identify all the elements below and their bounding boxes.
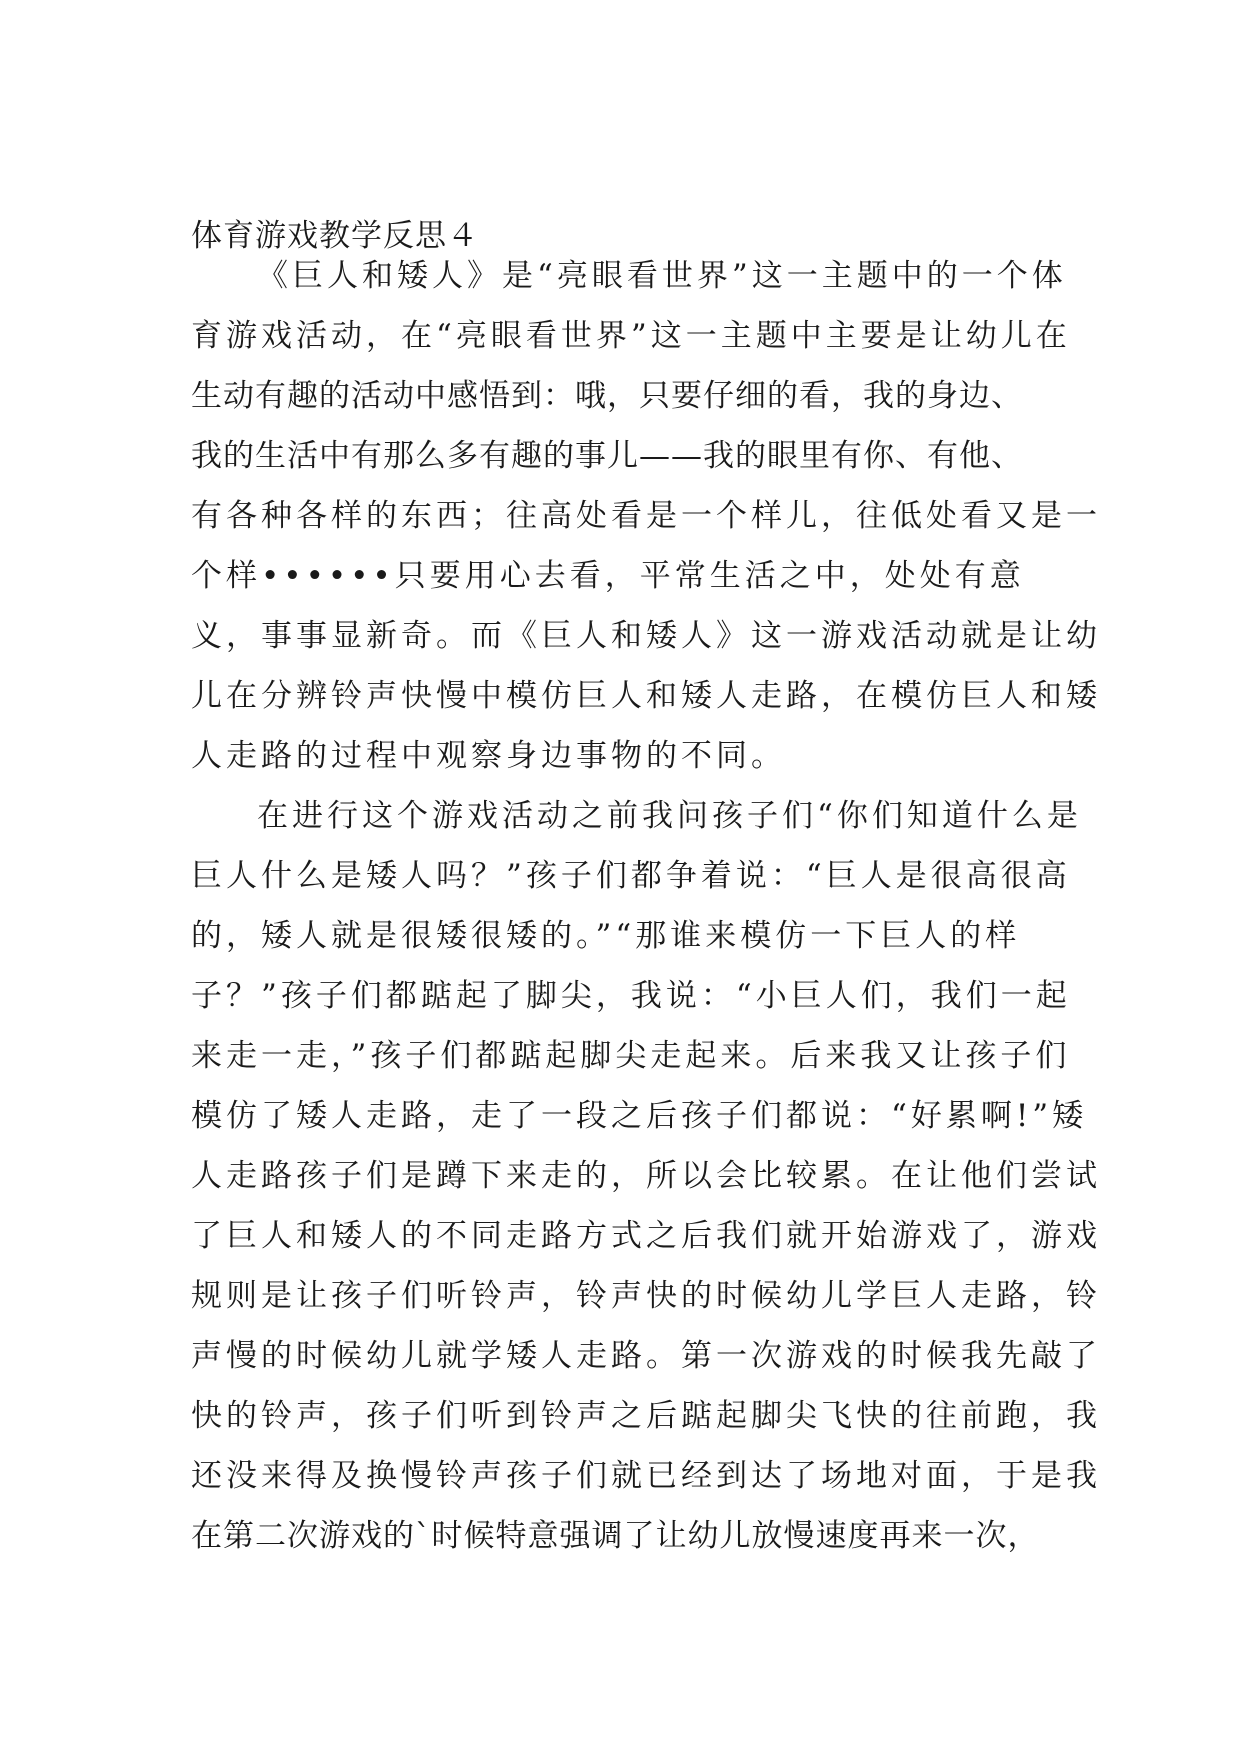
paragraph-line: 儿在分辨铃声快慢中模仿巨人和矮人走路，在模仿巨人和矮 bbox=[191, 678, 1101, 714]
paragraph-line: 个样••••••只要用心去看，平常生活之中，处处有意 bbox=[191, 558, 1025, 594]
paragraph-line: 生动有趣的活动中感悟到：哦，只要仔细的看，我的身边、 bbox=[191, 378, 1023, 414]
paragraph-line: 人走路孩子们是蹲下来走的，所以会比较累。在让他们尝试 bbox=[191, 1158, 1101, 1194]
paragraph-line: 《巨人和矮人》是“亮眼看世界”这一主题中的一个体 bbox=[257, 258, 1067, 294]
paragraph-line: 在第二次游戏的`时候特意强调了让幼儿放慢速度再来一次， bbox=[191, 1518, 1040, 1554]
paragraph-2 bbox=[191, 796, 1101, 1576]
paragraph-line: 人走路的过程中观察身边事物的不同。 bbox=[191, 738, 786, 774]
paragraph-line: 我的生活中有那么多有趣的事儿——我的眼里有你、有他、 bbox=[191, 438, 1023, 474]
paragraph-line: 模仿了矮人走路，走了一段之后孩子们都说：“好累啊!”矮 bbox=[191, 1098, 1088, 1134]
paragraph-line: 快的铃声，孩子们听到铃声之后踮起脚尖飞快的往前跑，我 bbox=[191, 1398, 1101, 1434]
paragraph-line: 巨人什么是矮人吗？”孩子们都争着说：“巨人是很高很高 bbox=[191, 858, 1071, 894]
paragraph-line: 在进行这个游戏活动之前我问孩子们“你们知道什么是 bbox=[257, 798, 1082, 834]
paragraph-1 bbox=[191, 256, 1101, 796]
paragraph-line: 子？”孩子们都踮起了脚尖，我说：“小巨人们，我们一起 bbox=[191, 978, 1071, 1014]
paragraph-line: 了巨人和矮人的不同走路方式之后我们就开始游戏了，游戏 bbox=[191, 1218, 1101, 1254]
document-title: 体育游戏教学反思４ bbox=[191, 218, 479, 254]
paragraph-line: 来走一走，”孩子们都踮起脚尖走起来。后来我又让孩子们 bbox=[191, 1038, 1071, 1074]
paragraph-line: 育游戏活动，在“亮眼看世界”这一主题中主要是让幼儿在 bbox=[191, 318, 1071, 354]
paragraph-line: 义，事事显新奇。而《巨人和矮人》这一游戏活动就是让幼 bbox=[191, 618, 1101, 654]
paragraph-line: 声慢的时候幼儿就学矮人走路。第一次游戏的时候我先敲了 bbox=[191, 1338, 1101, 1374]
paragraph-line: 的，矮人就是很矮很矮的。”“那谁来模仿一下巨人的样 bbox=[191, 918, 1021, 954]
paragraph-line: 还没来得及换慢铃声孩子们就已经到达了场地对面，于是我 bbox=[191, 1458, 1101, 1494]
paragraph-line: 规则是让孩子们听铃声，铃声快的时候幼儿学巨人走路，铃 bbox=[191, 1278, 1101, 1314]
paragraph-line: 有各种各样的东西；往高处看是一个样儿，往低处看又是一 bbox=[191, 498, 1101, 534]
